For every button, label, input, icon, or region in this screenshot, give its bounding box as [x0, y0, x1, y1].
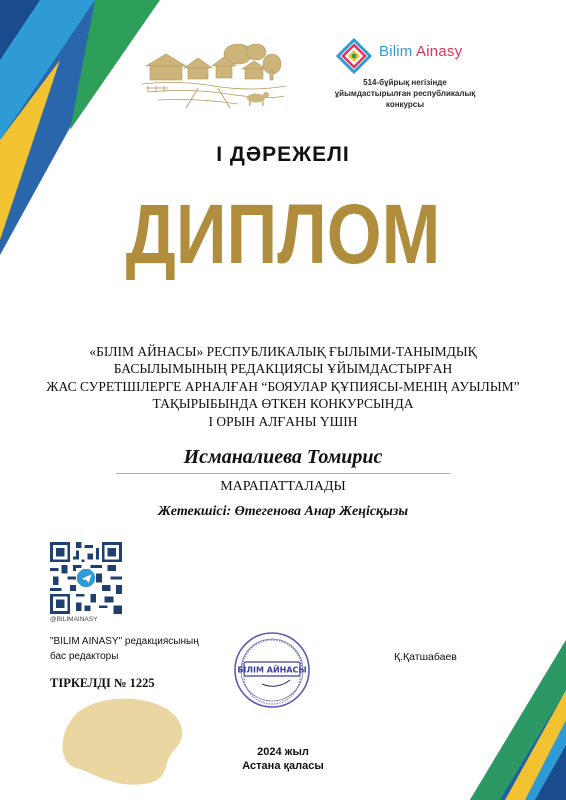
description-line: «БІЛІМ АЙНАСЫ» РЕСПУБЛИКАЛЫҚ ҒЫЛЫМИ-ТАНЫМДЫҚ	[89, 344, 477, 359]
qr-code-icon	[50, 542, 122, 614]
bilim-ainasy-logo-icon	[336, 38, 372, 74]
supervisor-name: Жетекшісі: Өтегенова Анар Жеңісқызы	[157, 504, 409, 519]
awarded-label: МАРАПАТТАЛАДЫ	[220, 479, 346, 494]
editor-line: "BILIM AINASY" редакциясының	[50, 636, 199, 647]
logo-caption: 514-бұйрық негізінде ұйымдастырылған республикалық конкурсы	[334, 78, 476, 109]
description-line: І ОРЫН АЛҒАНЫ ҮШІН	[208, 413, 358, 429]
logo-name	[379, 43, 462, 60]
logo-name-part1: Bilim	[379, 43, 413, 60]
registration-number: ТІРКЕЛДІ № 1225	[50, 676, 155, 690]
diploma-title: ДИПЛОМ	[125, 187, 441, 281]
village-illustration	[138, 36, 290, 110]
issue-year: 2024 жыл	[257, 746, 309, 758]
issue-city: Астана қаласы	[242, 760, 324, 772]
description-line: ТАҚЫРЫБЫНДА ӨТКЕН КОНКУРСЫНДА	[152, 396, 414, 412]
social-handle: @BILIMAINASY	[50, 616, 98, 623]
footer	[0, 745, 566, 773]
stamp-text: БІЛІМ АЙНАСЫ	[237, 665, 307, 675]
official-stamp	[232, 630, 312, 710]
name-underline	[116, 473, 450, 474]
logo-name-part2: Ainasy	[416, 43, 463, 60]
description-line: ЖАС СУРЕТШІЛЕРГЕ АРНАЛҒАН “БОЯУЛАР ҚҰПИЯСЫ-МЕНІҢ АУЫЛЫМ”	[46, 378, 520, 394]
award-description	[0, 343, 566, 430]
signer-name: Қ.Қатшабаев	[394, 651, 457, 663]
editor-title	[50, 634, 199, 664]
description-line: БАСЫЛЫМЫНЫҢ РЕДАКЦИЯСЫ ҰЙЫМДАСТЫРҒАН	[113, 361, 453, 377]
degree-label: I ДӘРЕЖЕЛІ	[216, 143, 350, 166]
editor-line: бас редакторы	[50, 651, 119, 662]
recipient-name: Исманалиева Томирис	[183, 446, 383, 468]
